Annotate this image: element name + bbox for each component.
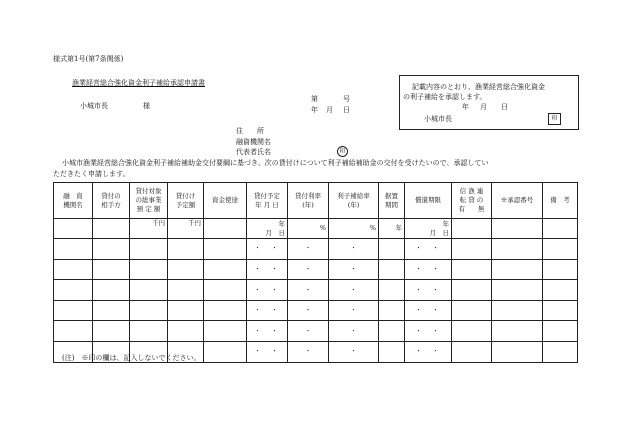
representative-label: 代表者氏名 <box>236 148 271 156</box>
cell-credit-guarantee[interactable] <box>452 321 492 342</box>
doc-date-day: 日 <box>343 106 350 114</box>
cell-loan-date[interactable]: ・ ・ <box>247 321 288 342</box>
document-title: 漁業経営総合強化資金利子補給承認申請書 <box>72 79 205 87</box>
approval-text-line2: の利子補給を承認します。 <box>403 93 487 101</box>
cell-project-cost[interactable] <box>130 321 168 342</box>
cell-approval-no[interactable] <box>492 321 543 342</box>
cell-deferment[interactable] <box>379 280 405 301</box>
cell-loan-rate[interactable]: ・ <box>288 259 329 280</box>
header-remarks: 備 考 <box>543 183 578 219</box>
cell-approval-no[interactable] <box>492 280 543 301</box>
cell-remarks[interactable] <box>543 321 578 342</box>
cell-subsidy-rate[interactable]: ・ <box>329 321 379 342</box>
cell-credit-guarantee[interactable] <box>452 300 492 321</box>
table-row <box>54 321 578 342</box>
cell-loan-amount[interactable] <box>168 259 204 280</box>
cell-loan-date[interactable]: ・ ・ <box>247 341 288 362</box>
cell-project-cost[interactable] <box>130 300 168 321</box>
table-row <box>54 259 578 280</box>
cell-subsidy-rate[interactable]: ・ <box>329 259 379 280</box>
cell-borrower[interactable] <box>93 300 130 321</box>
cell-borrower[interactable] <box>93 259 130 280</box>
doc-date-year: 年 <box>311 106 318 114</box>
body-text-line2: ただきたく申請します。 <box>53 170 130 178</box>
cell-repayment[interactable]: ・ ・ <box>405 239 452 260</box>
cell-loan-amount[interactable] <box>168 300 204 321</box>
cell-loan-rate[interactable]: ・ <box>288 280 329 301</box>
header-purpose: 資金使途 <box>204 183 247 219</box>
applicant-seal: 印 <box>337 146 348 157</box>
cell-subsidy-rate[interactable]: ・ <box>329 300 379 321</box>
cell-deferment[interactable] <box>379 321 405 342</box>
cell-credit-guarantee[interactable] <box>452 280 492 301</box>
doc-number-go: 号 <box>343 95 350 103</box>
cell-loan-date[interactable]: ・ ・ <box>247 239 288 260</box>
cell-repayment[interactable]: ・ ・ <box>405 341 452 362</box>
header-loan-rate: 貸付利率 (年) <box>288 183 329 219</box>
cell-approval-no[interactable] <box>492 341 543 362</box>
address-label: 住 所 <box>236 127 264 135</box>
footnote: (注) ※印の欄は、記入しないでください。 <box>62 354 201 362</box>
cell-lender[interactable] <box>54 300 93 321</box>
cell-credit-guarantee[interactable] <box>452 239 492 260</box>
unit-project-cost: 千円 <box>130 219 168 239</box>
doc-date-month: 月 <box>326 106 333 114</box>
cell-loan-date[interactable]: ・ ・ <box>247 259 288 280</box>
cell-credit-guarantee[interactable] <box>452 259 492 280</box>
table-unit-row <box>54 219 578 239</box>
header-lender: 融 資 機関名 <box>54 183 93 219</box>
cell-lender[interactable] <box>54 321 93 342</box>
cell-deferment[interactable] <box>379 239 405 260</box>
cell-subsidy-rate[interactable]: ・ <box>329 239 379 260</box>
cell-project-cost[interactable] <box>130 239 168 260</box>
table-row <box>54 239 578 260</box>
unit-deferment: 年 <box>379 219 405 239</box>
doc-number-dai: 第 <box>311 95 318 103</box>
cell-approval-no[interactable] <box>492 300 543 321</box>
header-approval-no: ※承認番号 <box>492 183 543 219</box>
cell-deferment[interactable] <box>379 341 405 362</box>
header-borrower: 貸付の 相手方 <box>93 183 130 219</box>
body-text-line1: 小城市漁業経営総合強化資金利子補給補助金交付要綱に基づき、次の貸付けについて利子補給補助金の交付を受けたいので、承認してい <box>62 159 489 167</box>
cell-repayment[interactable]: ・ ・ <box>405 321 452 342</box>
addressee: 小城市長 <box>80 102 108 110</box>
cell-loan-amount[interactable] <box>168 239 204 260</box>
cell-lender[interactable] <box>54 259 93 280</box>
cell-purpose[interactable] <box>204 321 247 342</box>
institution-label: 融資機関名 <box>236 138 271 146</box>
cell-loan-rate[interactable]: ・ <box>288 300 329 321</box>
unit-subsidy-rate: % <box>329 219 379 239</box>
cell-loan-date[interactable]: ・ ・ <box>247 280 288 301</box>
table-header-row <box>54 183 578 219</box>
table-row <box>54 280 578 301</box>
cell-purpose[interactable] <box>204 280 247 301</box>
header-loan-date: 貸付予定 年 月 日 <box>247 183 288 219</box>
cell-loan-amount[interactable] <box>168 280 204 301</box>
cell-repayment[interactable]: ・ ・ <box>405 259 452 280</box>
approval-mayor: 小城市長 <box>424 115 452 123</box>
cell-subsidy-rate[interactable]: ・ <box>329 341 379 362</box>
unit-loan-rate: % <box>288 219 329 239</box>
cell-loan-date[interactable]: ・ ・ <box>247 300 288 321</box>
header-credit-guarantee: 信 漁 連 転 貸 の 有 無 <box>452 183 492 219</box>
header-deferment: 据置 期間 <box>379 183 405 219</box>
cell-purpose[interactable] <box>204 341 247 362</box>
cell-deferment[interactable] <box>379 300 405 321</box>
cell-approval-no[interactable] <box>492 239 543 260</box>
cell-lender[interactable] <box>54 239 93 260</box>
header-project-cost: 貸付対象 の総事業 預 定 額 <box>130 183 168 219</box>
cell-repayment[interactable]: ・ ・ <box>405 280 452 301</box>
approval-year: 年 <box>462 103 469 111</box>
header-loan-amount: 貸付け 予定額 <box>168 183 204 219</box>
cell-borrower[interactable] <box>93 321 130 342</box>
cell-remarks[interactable] <box>543 239 578 260</box>
cell-credit-guarantee[interactable] <box>452 341 492 362</box>
header-subsidy-rate: 利子補給率 (年) <box>329 183 379 219</box>
cell-remarks[interactable] <box>543 259 578 280</box>
addressee-suffix: 様 <box>143 102 150 110</box>
loan-table <box>53 182 578 363</box>
approval-month: 月 <box>480 103 487 111</box>
cell-borrower[interactable] <box>93 239 130 260</box>
cell-deferment[interactable] <box>379 259 405 280</box>
cell-loan-amount[interactable] <box>168 321 204 342</box>
approval-text-line1: 記載内容のとおり、漁業経営総合強化資金 <box>412 83 545 91</box>
cell-loan-rate[interactable]: ・ <box>288 341 329 362</box>
unit-repayment: 年 月 日 <box>405 219 452 239</box>
cell-loan-rate[interactable]: ・ <box>288 321 329 342</box>
cell-subsidy-rate[interactable]: ・ <box>329 280 379 301</box>
form-number: 様式第1号(第7条関係) <box>53 55 124 63</box>
cell-remarks[interactable] <box>543 341 578 362</box>
cell-repayment[interactable]: ・ ・ <box>405 300 452 321</box>
cell-approval-no[interactable] <box>492 259 543 280</box>
cell-purpose[interactable] <box>204 300 247 321</box>
cell-project-cost[interactable] <box>130 259 168 280</box>
cell-lender[interactable] <box>54 280 93 301</box>
approval-seal: 印 <box>548 113 561 125</box>
cell-purpose[interactable] <box>204 239 247 260</box>
cell-purpose[interactable] <box>204 259 247 280</box>
cell-project-cost[interactable] <box>130 280 168 301</box>
unit-loan-date: 年 月 日 <box>247 219 288 239</box>
cell-remarks[interactable] <box>543 300 578 321</box>
header-repayment: 償還期限 <box>405 183 452 219</box>
cell-remarks[interactable] <box>543 280 578 301</box>
cell-borrower[interactable] <box>93 280 130 301</box>
unit-loan-amount: 千円 <box>168 219 204 239</box>
table-row <box>54 300 578 321</box>
cell-loan-rate[interactable]: ・ <box>288 239 329 260</box>
approval-day: 日 <box>501 103 508 111</box>
